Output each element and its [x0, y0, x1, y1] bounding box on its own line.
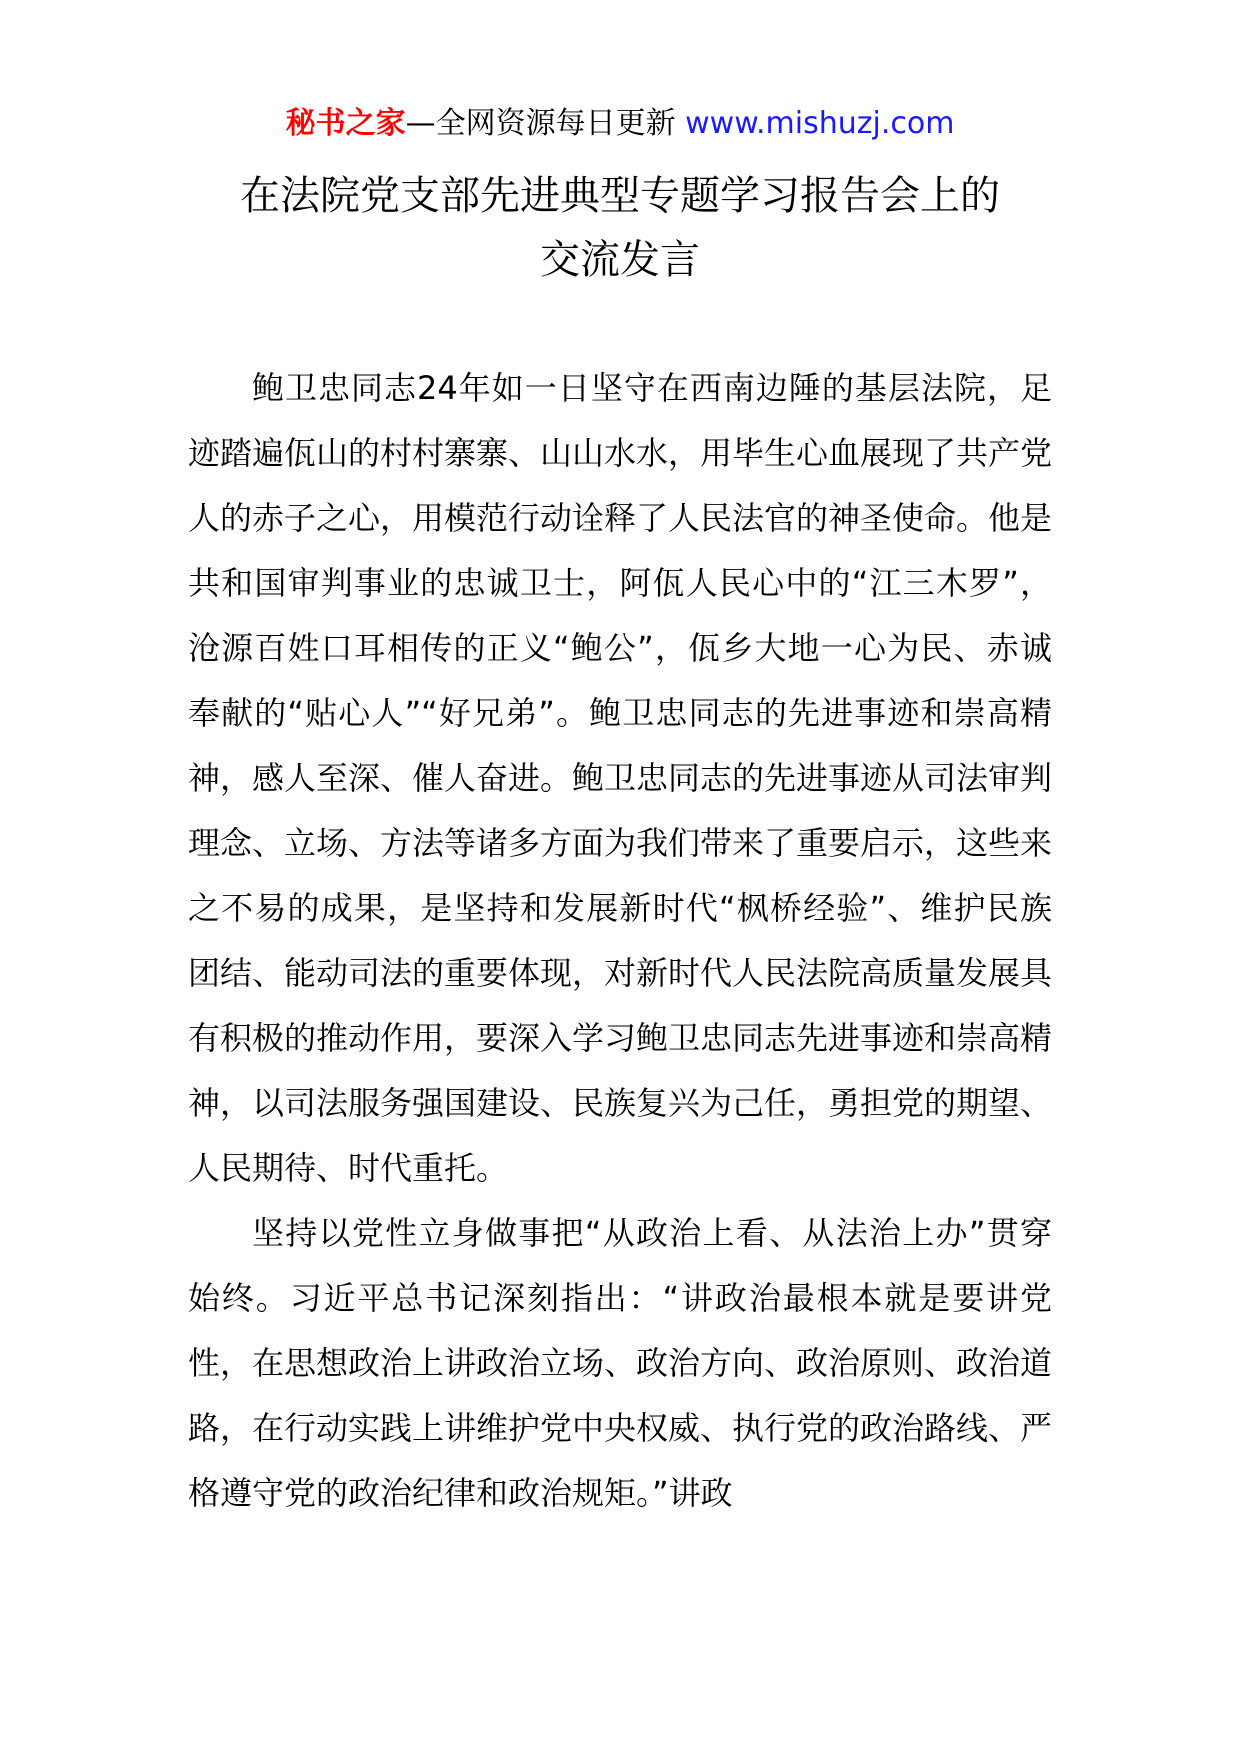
header-tagline: —全网资源每日更新 — [405, 106, 676, 141]
site-url-link[interactable]: www.mishuzj.com — [685, 106, 955, 141]
brand-name: 秘书之家 — [285, 106, 406, 141]
title-line-2: 交流发言 — [540, 237, 700, 283]
body-paragraph-1: 鲍卫忠同志24年如一日坚守在西南边陲的基层法院，足迹踏遍佤山的村村寨寨、山山水水，用毕生心血展现了共产党人的赤子之心，用模范行动诠释了人民法官的神圣使命。他是共和国审判事业的忠诚卫士，阿佤人民心中的“江三木罗”，沧源百姓口耳相传的正义“鲍公”，佤乡大地一心为民、赤诚奉献的“贴心人”“好兄弟”。鲍卫忠同志的先进事迹和崇高精神，感人至深、催人奋进。鲍卫忠同志的先进事迹从司法审判理念、立场、方法等诸多方面为我们带来了重要启示，这些来之不易的成果，是坚持和发展新时代“枫桥经验”、维护民族团结、能动司法的重要体现，对新时代人民法院高质量发展具有积极的推动作用，要深入学习鲍卫忠同志先进事迹和崇高精神，以司法服务强国建设、民族复兴为己任，勇担党的期望、人民期待、时代重托。 — [188, 369, 1053, 1187]
document-body — [188, 356, 1052, 1526]
body-paragraph-2: 坚持以党性立身做事把“从政治上看、从法治上办”贯穿始终。习近平总书记深刻指出：“讲政治最根本就是要讲党性，在思想政治上讲政治立场、政治方向、政治原则、政治道路，在行动实践上讲维护党中央权威、执行党的政治路线、严格遵守党的政治纪律和政治规矩。”讲政 — [188, 1214, 1053, 1512]
site-header — [0, 104, 1240, 144]
document-title — [0, 164, 1240, 292]
title-line-1: 在法院党支部先进典型专题学习报告会上的 — [240, 173, 1000, 219]
